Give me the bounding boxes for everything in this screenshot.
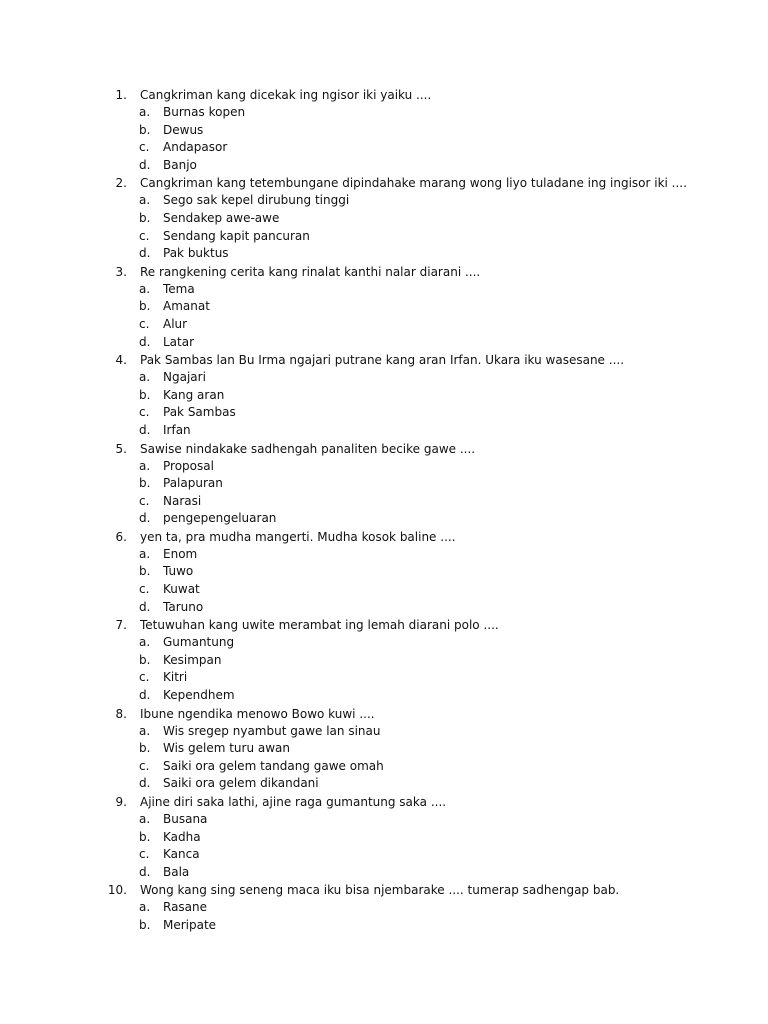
question-number: 5. [115,441,127,456]
question-row [0,616,768,634]
option-letter: b. [139,917,151,932]
option-text: Wis sregep nyambut gawe lan sinau [163,723,381,738]
option-item [0,740,768,758]
option-letter: b. [139,122,151,137]
option-letter: a. [139,900,151,915]
question-text: Tetuwuhan kang uwite merambat ing lemah diarani polo .... [140,618,499,633]
option-text: Sendakep awe-awe [163,210,280,225]
option-letter: a. [139,458,151,473]
option-item [0,369,768,387]
option-letter: d. [139,422,151,437]
option-item [0,281,768,299]
question-row [0,86,768,104]
question-row [0,528,768,546]
option-text: Pak buktus [163,246,229,261]
option-item [0,245,768,263]
option-text: pengepengeluaran [163,511,277,526]
question-number: 7. [115,618,127,633]
option-letter: c. [139,493,150,508]
question-2 [0,174,768,262]
option-letter: c. [139,758,150,773]
option-letter: c. [139,228,150,243]
option-letter: d. [139,246,151,261]
option-letter: d. [139,157,151,172]
option-item [0,846,768,864]
option-letter: a. [139,546,151,561]
option-item [0,298,768,316]
option-text: Amanat [163,299,210,314]
option-text: Pak Sambas [163,405,236,420]
option-text: Sendang kapit pancuran [163,228,310,243]
question-number: 1. [115,88,127,102]
question-5 [0,440,768,528]
option-item [0,775,768,793]
option-letter: a. [139,812,151,826]
option-text: Bala [163,864,190,879]
option-text: Proposal [163,458,214,473]
option-text: Kesimpan [163,652,222,667]
option-item [0,192,768,210]
option-list [0,899,768,934]
option-letter: c. [139,140,150,155]
option-item [0,475,768,493]
option-item [0,652,768,670]
question-text: Pak Sambas lan Bu Irma ngajari putrane kang aran Irfan. Ukara iku wasesane .... [140,353,625,368]
option-letter: a. [139,105,151,119]
option-list [0,281,768,351]
option-item [0,811,768,829]
option-item [0,563,768,581]
option-letter: a. [139,281,151,296]
option-letter: b. [139,652,151,667]
option-list [0,369,768,439]
option-letter: c. [139,316,150,331]
option-text: Kang aran [163,387,225,402]
question-number: 4. [115,353,127,368]
option-item [0,493,768,511]
option-text: Saiki ora gelem tandang gawe omah [163,758,384,773]
option-text: Saiki ora gelem dikandani [163,776,319,791]
question-text: Wong kang sing seneng maca iku bisa njembarake .... tumerap sadhengap bab. [140,883,620,898]
question-1 [0,86,768,174]
option-letter: d. [139,776,151,791]
question-number: 8. [115,706,127,721]
question-4 [0,351,768,439]
option-list [0,723,768,793]
question-text: Cangkriman kang dicekak ing ngisor iki yaiku .... [140,88,432,102]
option-item [0,387,768,405]
option-letter: b. [139,387,151,402]
option-letter: b. [139,299,151,314]
question-10 [0,881,768,934]
question-text: Ajine diri saka lathi, ajine raga gumantung saka .... [140,795,447,809]
option-text: Sego sak kepel dirubung tinggi [163,193,350,208]
question-7 [0,616,768,704]
question-number: 2. [115,176,127,191]
option-item [0,723,768,741]
option-item [0,104,768,122]
option-text: Rasane [163,900,208,915]
option-text: Gumantung [163,635,235,650]
option-text: Irfan [163,422,191,437]
option-item [0,210,768,228]
option-item [0,758,768,776]
option-text: Narasi [163,493,202,508]
option-item [0,334,768,352]
question-text: Ibune ngendika menowo Bowo kuwi .... [140,706,375,721]
option-text: Kependhem [163,688,235,703]
option-letter: c. [139,405,150,420]
question-row [0,351,768,369]
option-item [0,864,768,882]
question-6 [0,528,768,616]
option-letter: b. [139,829,151,844]
option-list [0,458,768,528]
question-row [0,174,768,192]
option-letter: c. [139,847,150,862]
option-text: Palapuran [163,476,223,491]
option-text: Ngajari [163,370,206,385]
option-list [0,634,768,704]
option-list [0,811,768,881]
question-row [0,793,768,811]
option-text: Wis gelem turu awan [163,741,291,756]
option-item [0,422,768,440]
option-item [0,404,768,422]
option-item [0,139,768,157]
quiz-question-list [0,86,768,935]
option-text: Kanca [163,847,200,862]
option-item [0,228,768,246]
question-number: 3. [115,264,127,279]
option-item [0,546,768,564]
question-8 [0,705,768,793]
option-item [0,157,768,175]
option-list [0,104,768,174]
option-text: Taruno [163,599,204,614]
option-item [0,122,768,140]
option-letter: a. [139,370,151,385]
question-3 [0,263,768,351]
option-text: Latar [163,334,195,349]
option-letter: b. [139,210,151,225]
option-text: Busana [163,812,208,826]
question-number: 9. [115,795,127,809]
option-text: Enom [163,546,198,561]
option-item [0,917,768,935]
question-row [0,440,768,458]
option-letter: a. [139,723,151,738]
question-number: 6. [115,529,127,544]
question-row [0,881,768,899]
option-text: Kitri [163,670,188,685]
option-item [0,829,768,847]
option-item [0,899,768,917]
question-number: 10. [107,883,127,898]
option-letter: d. [139,334,151,349]
option-text: Alur [163,316,188,331]
option-text: Burnas kopen [163,105,246,119]
option-letter: b. [139,476,151,491]
option-item [0,458,768,476]
option-letter: b. [139,564,151,579]
option-item [0,687,768,705]
option-letter: d. [139,688,151,703]
option-item [0,634,768,652]
question-9 [0,793,768,881]
option-item [0,599,768,617]
option-letter: a. [139,635,151,650]
option-item [0,316,768,334]
option-item [0,510,768,528]
option-item [0,581,768,599]
option-letter: d. [139,511,151,526]
option-text: Tuwo [163,564,194,579]
option-text: Banjo [163,157,197,172]
option-letter: b. [139,741,151,756]
option-text: Tema [163,281,195,296]
option-item [0,669,768,687]
option-text: Kuwat [163,582,200,597]
option-list [0,546,768,616]
option-list [0,192,768,262]
question-text: Cangkriman kang tetembungane dipindahake marang wong liyo tuladane ing ingisor iki .... [140,176,687,191]
option-letter: c. [139,670,150,685]
question-row [0,705,768,723]
option-letter: a. [139,193,151,208]
option-letter: d. [139,864,151,879]
option-text: Dewus [163,122,204,137]
question-text: Re rangkening cerita kang rinalat kanthi nalar diarani .... [140,264,481,279]
option-letter: d. [139,599,151,614]
question-text: Sawise nindakake sadhengah panaliten becike gawe .... [140,441,476,456]
question-text: yen ta, pra mudha mangerti. Mudha kosok baline .... [140,529,456,544]
option-text: Meripate [163,917,217,932]
option-text: Kadha [163,829,201,844]
option-letter: c. [139,582,150,597]
option-text: Andapasor [163,140,228,155]
question-row [0,263,768,281]
